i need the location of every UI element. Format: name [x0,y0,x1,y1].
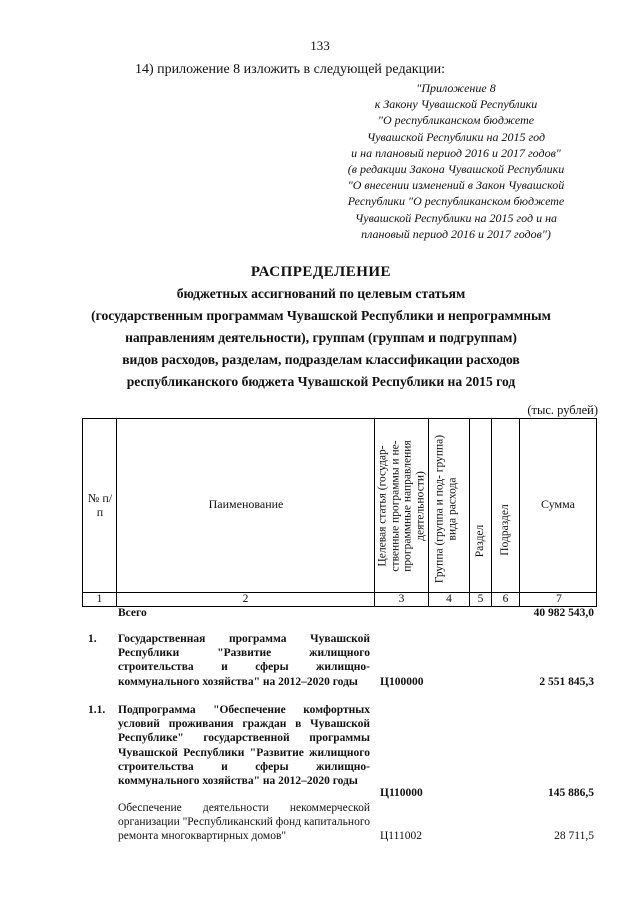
row-code: Ц100000 [380,676,424,688]
row-sum: 2 551 845,3 [539,676,594,688]
row-name: Государственная программа Чувашской Республики "Развитие жилищного строительства и сферы жилищно-коммунального хозяйства" на 2012–2020 годы [118,633,370,688]
table-header [82,418,597,593]
column-number: 7 [556,593,562,605]
document-title [40,261,602,393]
appendix-line: Республики "О республиканском бюджете [347,194,565,209]
appendix-line: "Приложение 8 [416,81,496,95]
appendix-line: (в редакции Закона Чувашской Республики [347,162,565,177]
row-sum: 145 886,5 [548,787,594,799]
column-number: 1 [83,593,117,606]
column-numbers-row [82,593,597,607]
header-section: Раздел [474,524,486,558]
header-col-num [83,419,117,592]
column-number: 6 [492,593,520,606]
title-line: республиканского бюджета Чувашской Республики на 2015 год [126,374,516,389]
row-num: 1. [88,633,97,645]
column-number: 4 [429,593,470,606]
appendix-line: "О внесении изменений в Закон Чувашской [347,178,565,193]
row-code: Ц110000 [380,787,423,799]
header-target: Целевая статья (государ- ственные программы и не- программные направления деятельности) [376,440,426,572]
header-subsection: Подраздел [499,504,511,556]
header-name: Паименование [208,497,284,511]
row-num: 1.1. [88,704,106,716]
header-group: Группа (группа и под- группа) вида расхода [433,434,458,584]
title-line: бюджетных ассигнований по целевым статьям [176,286,466,301]
column-number: 5 [470,593,492,606]
row-code: Ц111002 [380,830,422,842]
header-num: № п/п [87,491,113,519]
appendix-line: Чувашской Республики на 2015 год и на [354,210,558,225]
appendix-line: "О республиканском бюджете [377,113,535,128]
appendix-line: и на плановый период 2016 и 2017 годов" [351,145,561,160]
header-col-name [117,419,375,592]
column-number: 3 [375,593,429,606]
intro-text: 14) приложение 8 изложить в следующей редакции: [135,62,445,77]
row-name: Обеспечение деятельности некоммерческой организации "Республиканский фонд капитального ремонта многоквартирных домов" [118,802,371,843]
title-line: (государственным программам Чувашской Республики и непрограммным [91,308,551,323]
title-line: направлениям деятельности), группам (группам и подгруппам) [125,330,517,345]
header-col-sum [520,419,598,592]
total-label: Всего [118,607,147,619]
appendix-reference [318,80,594,242]
appendix-line: Чувашской Республики на 2015 год [366,129,546,144]
total-sum: 40 982 543,0 [533,607,594,619]
column-number: 2 [117,593,375,606]
header-col-subsection [492,419,520,592]
row-name: Подпрограмма "Обеспечение комфортных условий проживания граждан в Чувашской Республике" государственной программы Чувашской Республики "Развитие жилищного строительства и сферы жилищно-коммунального хозяйства" на 2012–2020 годы [118,704,370,788]
appendix-line: плановый период 2016 и 2017 годов") [361,226,551,241]
title-line: видов расходов, разделам, подразделам классификации расходов [122,352,520,367]
title-main: РАСПРЕДЕЛЕНИЕ [250,264,392,280]
appendix-line: к Закону Чувашской Республики [374,97,538,112]
header-col-target [375,419,429,592]
page-number: 133 [310,38,330,53]
header-col-section [470,419,492,592]
units-label: (тыс. рублей) [527,403,598,417]
row-sum: 28 711,5 [554,830,594,842]
header-sum: Сумма [541,497,575,511]
header-col-group [429,419,470,592]
